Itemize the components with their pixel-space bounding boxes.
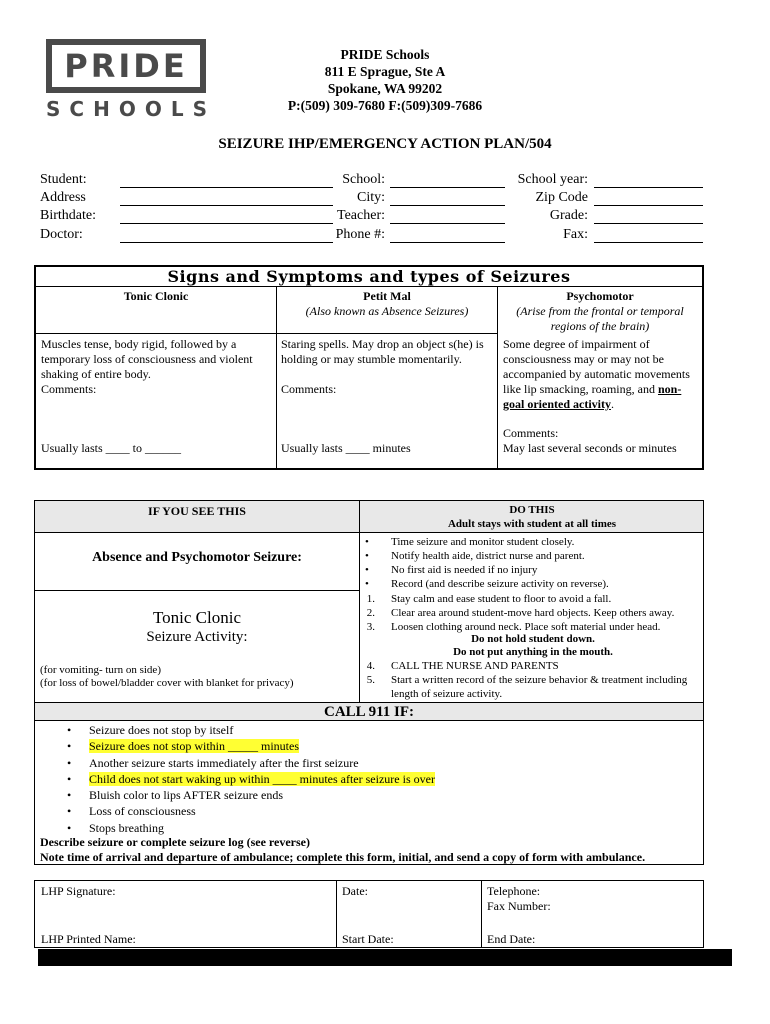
address-line: Spokane, WA 99202 xyxy=(327,81,443,96)
tonic-duration: Usually lasts ____ to ______ xyxy=(41,441,181,455)
psychomotor-desc-text: Some degree of impairment of consciousness may or may not be accompanied by automatic movements like lip smacking, roaming, and xyxy=(503,337,690,396)
petit-mal-subtitle: (Also known as Absence Seizures) xyxy=(305,304,469,318)
student-label: Student: xyxy=(40,172,87,187)
teacher-label: Teacher: xyxy=(337,208,385,223)
column-divider xyxy=(481,881,482,947)
doctor-label: Doctor: xyxy=(40,227,83,242)
column-divider xyxy=(497,287,498,468)
step-number: 4. xyxy=(366,660,375,672)
do-not-hold-warning: Do not hold student down. xyxy=(471,633,595,645)
column-divider xyxy=(276,287,277,468)
psychomotor-desc-emphasis: non-goal oriented activity xyxy=(503,382,682,411)
absence-step: • Record (and describe seizure activity on reverse). xyxy=(365,577,701,591)
row-divider xyxy=(276,333,497,334)
address-field[interactable] xyxy=(120,188,333,206)
form-title: SEIZURE IHP/EMERGENCY ACTION PLAN/504 xyxy=(218,136,552,152)
step-number: 1. xyxy=(366,593,375,605)
row-divider xyxy=(35,590,359,591)
tonic-step xyxy=(365,620,701,634)
tonic-steps-list-2 xyxy=(365,659,701,701)
tonic-clonic-title: Tonic Clonic xyxy=(152,608,242,627)
telephone-field[interactable]: Telephone: xyxy=(487,884,541,898)
do-this-header xyxy=(359,501,703,533)
doctor-field[interactable] xyxy=(120,225,333,243)
signature-table xyxy=(34,880,704,948)
condition-item xyxy=(65,755,685,771)
step-number: 2. xyxy=(366,607,375,619)
bowel-bladder-note: (for loss of bowel/bladder cover with blanket for privacy) xyxy=(40,677,294,689)
logo-pride-text: PRIDE xyxy=(64,47,188,85)
emergency-action-table xyxy=(34,500,704,865)
petit-duration: Usually lasts ____ minutes xyxy=(281,441,411,455)
psychomotor-subtitle: (Arise from the frontal or temporal regions of the brain) xyxy=(516,304,684,333)
phone-label: Phone #: xyxy=(335,227,385,242)
tonic-step xyxy=(365,659,701,673)
column-divider xyxy=(336,881,337,947)
tonic-comments-label: Comments: xyxy=(41,382,97,396)
condition-text: Bluish color to lips AFTER seizure ends xyxy=(89,788,283,803)
school-year-label: School year: xyxy=(517,172,588,187)
petit-comments-label: Comments: xyxy=(281,382,337,396)
do-not-put-in-mouth-warning: Do not put anything in the mouth. xyxy=(453,646,613,658)
zip-code-field[interactable] xyxy=(594,188,703,206)
fax-field[interactable] xyxy=(594,225,703,243)
vomiting-note: (for vomiting- turn on side) xyxy=(40,664,161,676)
psychomotor-heading: Psychomotor xyxy=(566,289,634,303)
signs-and-symptoms-table xyxy=(34,265,704,470)
condition-item xyxy=(65,787,685,803)
pride-schools-logo xyxy=(42,37,216,123)
city-label: City: xyxy=(356,190,385,205)
row-divider xyxy=(36,333,276,334)
absence-steps-list xyxy=(365,535,701,591)
psychomotor-desc-end: . xyxy=(610,397,614,411)
date-field[interactable]: Date: xyxy=(342,884,368,898)
if-you-see-this-header xyxy=(35,501,359,533)
zip-code-label: Zip Code xyxy=(535,190,588,205)
condition-text-highlighted: Child does not start waking up within ____ minutes after seizure is over xyxy=(89,771,435,786)
do-this-label: DO THIS xyxy=(509,504,555,516)
condition-item xyxy=(65,722,685,738)
condition-text: Another seizure starts immediately after the first seizure xyxy=(89,755,359,770)
condition-text-highlighted: Seizure does not stop within _____ minutes xyxy=(89,739,299,754)
ambulance-note: Note time of arrival and departure of ambulance; complete this form, initial, and send a copy of form with ambulance. xyxy=(40,850,646,864)
psychomotor-description xyxy=(503,337,701,412)
address-label: Address xyxy=(40,190,86,205)
petit-mal-description: Staring spells. May drop an object s(he) is holding or may stumble momentarily. xyxy=(281,337,484,366)
adult-stays-note: Adult stays with student at all times xyxy=(447,518,617,530)
tonic-clonic-heading: Tonic Clonic xyxy=(123,289,189,303)
call-911-header: CALL 911 IF: xyxy=(35,702,703,721)
condition-item xyxy=(65,738,685,754)
step-text: Clear area around student-move hard objects. Keep others away. xyxy=(391,607,675,619)
school-label: School: xyxy=(342,172,385,187)
step-text: Stay calm and ease student to floor to avoid a fall. xyxy=(391,593,612,605)
fax-label: Fax: xyxy=(563,227,588,242)
absence-step: • No first aid is needed if no injury xyxy=(365,563,701,577)
footer-black-bar xyxy=(38,949,732,966)
step-text: Start a written record of the seizure behavior & treatment including length of seizure activity. xyxy=(391,674,688,700)
petit-mal-heading: Petit Mal xyxy=(363,289,411,303)
tonic-clonic-subtitle: Seizure Activity: xyxy=(146,629,248,645)
absence-psychomotor-label: Absence and Psychomotor Seizure: xyxy=(92,550,302,565)
condition-item xyxy=(65,771,685,787)
step-number: 3. xyxy=(366,621,375,633)
tonic-step xyxy=(365,673,701,701)
address-line: PRIDE Schools xyxy=(340,47,430,62)
lhp-signature-field[interactable]: LHP Signature: xyxy=(41,884,116,898)
step-number: 5. xyxy=(366,674,375,686)
student-field[interactable] xyxy=(120,170,333,188)
step-text: CALL THE NURSE AND PARENTS xyxy=(391,660,559,672)
birthdate-label: Birthdate: xyxy=(40,208,96,223)
birthdate-field[interactable] xyxy=(120,206,333,224)
lhp-printed-name-field[interactable]: LHP Printed Name: xyxy=(41,932,136,946)
condition-text: Loss of consciousness xyxy=(89,804,196,819)
tonic-steps-list xyxy=(365,592,701,634)
condition-item xyxy=(65,803,685,819)
grade-label: Grade: xyxy=(549,208,588,223)
describe-seizure-note: Describe seizure or complete seizure log (see reverse) xyxy=(40,835,310,849)
psychomotor-duration: May last several seconds or minutes xyxy=(503,441,677,455)
logo-schools-text: SCHOOLS xyxy=(46,97,216,121)
call-911-conditions xyxy=(65,722,685,836)
address-line: 811 E Sprague, Ste A xyxy=(324,64,446,79)
condition-text: Seizure does not stop by itself xyxy=(89,723,234,737)
condition-text: Stops breathing xyxy=(89,820,164,835)
fax-number-field[interactable]: Fax Number: xyxy=(487,899,551,913)
if-you-see-this-label: IF YOU SEE THIS xyxy=(148,504,246,518)
signs-table-title: Signs and Symptoms and types of Seizures xyxy=(36,267,702,287)
condition-item xyxy=(65,820,685,836)
start-date-field[interactable]: Start Date: xyxy=(342,932,394,946)
tonic-step xyxy=(365,592,701,606)
school-year-field[interactable] xyxy=(594,170,703,188)
absence-step: • Time seizure and monitor student closely. xyxy=(365,535,701,549)
absence-step: • Notify health aide, district nurse and parent. xyxy=(365,549,701,563)
step-text: Loosen clothing around neck. Place soft material under head. xyxy=(391,621,661,633)
end-date-field[interactable]: End Date: xyxy=(487,932,536,946)
tonic-step xyxy=(365,606,701,620)
column-divider xyxy=(359,533,360,708)
tonic-clonic-description: Muscles tense, body rigid, followed by a temporary loss of consciousness and violent shaking of entire body. xyxy=(41,337,253,381)
psychomotor-comments-label: Comments: xyxy=(503,426,559,440)
school-address xyxy=(270,46,500,114)
grade-field[interactable] xyxy=(594,206,703,224)
address-line: P:(509) 309-7680 F:(509)309-7686 xyxy=(287,98,483,113)
